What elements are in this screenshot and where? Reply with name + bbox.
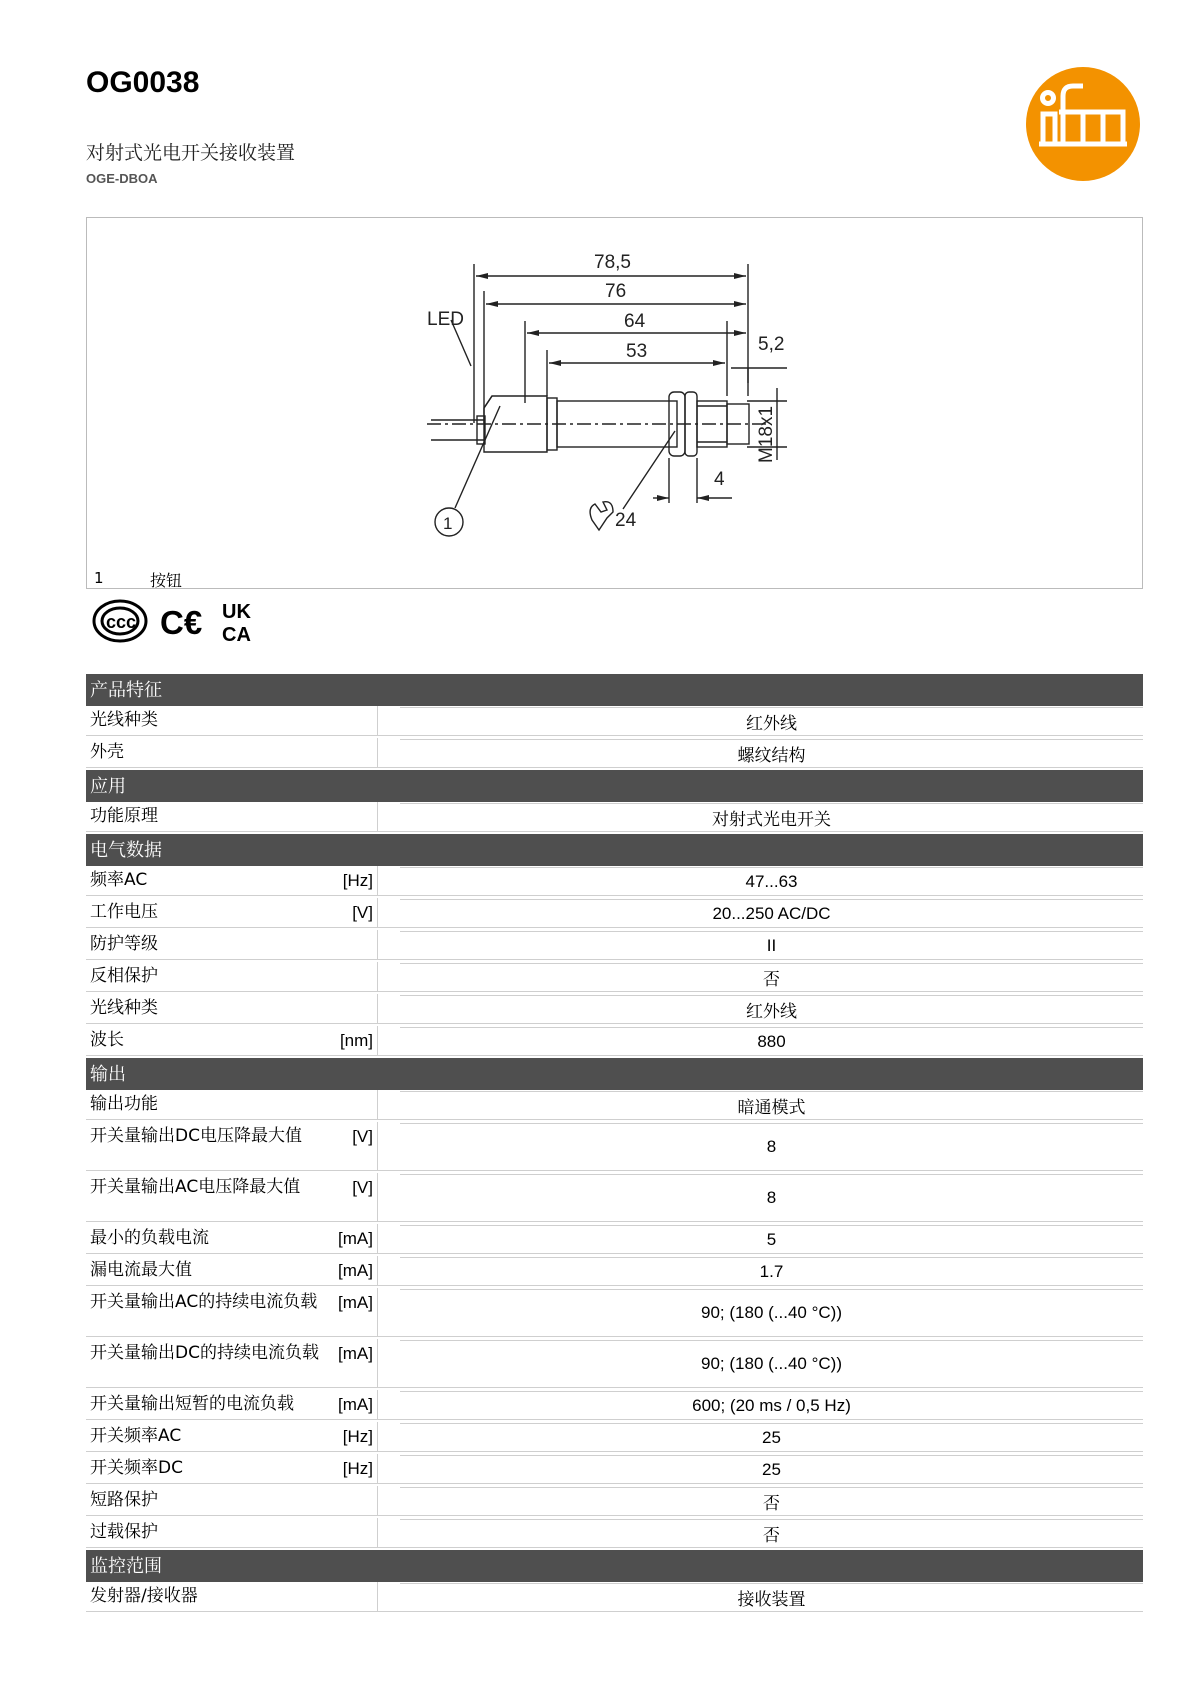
spec-row (86, 994, 1143, 1024)
spec-label-cell (86, 802, 378, 831)
spec-row (86, 706, 1143, 736)
spec-value: 25 (400, 1455, 1143, 1483)
spec-value: 20...250 AC/DC (400, 899, 1143, 927)
spec-label-cell (86, 1390, 378, 1419)
dim-76: 76 (605, 281, 627, 302)
spec-value: 25 (400, 1423, 1143, 1451)
spec-value: 600; (20 ms / 0,5 Hz) (400, 1391, 1143, 1419)
spec-unit: [mA] (338, 1293, 373, 1312)
spec-label-cell (86, 898, 378, 927)
section-header: 电气数据 (86, 834, 1143, 866)
spec-value: 8 (400, 1123, 1143, 1170)
spec-row (86, 1518, 1143, 1548)
spec-label: 波长 (90, 1030, 124, 1050)
spec-label-cell (86, 1422, 378, 1451)
callout-number: 1 (443, 514, 453, 533)
spec-label-cell (86, 1288, 378, 1336)
wrench-size-label: 24 (615, 510, 637, 531)
spec-label: 开关量输出DC电压降最大值 (90, 1126, 302, 1146)
section-header: 输出 (86, 1058, 1143, 1090)
dim-78-5: 78,5 (594, 252, 631, 273)
spec-row (86, 1454, 1143, 1484)
spec-value: 对射式光电开关 (400, 803, 1143, 831)
spec-label: 过载保护 (90, 1522, 158, 1542)
spec-label-cell (86, 1122, 378, 1170)
ccc-mark-icon (94, 601, 146, 641)
spec-label: 频率AC (90, 870, 148, 890)
spec-label: 发射器/接收器 (90, 1586, 198, 1606)
spec-unit: [nm] (339, 1031, 373, 1050)
spec-row (86, 802, 1143, 832)
spec-row (86, 1582, 1143, 1612)
legend-number: 1 (94, 569, 104, 587)
spec-label: 开关量输出DC的持续电流负载 (90, 1343, 319, 1363)
section-header: 产品特征 (86, 674, 1143, 706)
spec-label-cell (86, 1339, 378, 1387)
spec-value: 否 (400, 1487, 1143, 1515)
spec-unit: [mA] (338, 1229, 373, 1248)
spec-label: 输出功能 (90, 1094, 158, 1114)
spec-row (86, 1422, 1143, 1452)
spec-value: 红外线 (400, 707, 1143, 735)
spec-label: 开关频率DC (90, 1458, 183, 1478)
spec-label-cell (86, 962, 378, 991)
spec-row (86, 1486, 1143, 1516)
spec-label-cell (86, 1454, 378, 1483)
spec-unit: [mA] (338, 1344, 373, 1363)
spec-label-cell (86, 866, 378, 895)
spec-label: 防护等级 (90, 934, 158, 954)
spec-label: 短路保护 (90, 1490, 158, 1510)
spec-label: 光线种类 (90, 710, 158, 730)
spec-label-cell (86, 1256, 378, 1285)
dim-4: 4 (714, 469, 725, 490)
spec-label-cell (86, 930, 378, 959)
spec-label-cell (86, 1090, 378, 1119)
certification-marks (92, 597, 262, 645)
spec-unit: [V] (352, 1178, 373, 1197)
spec-row (86, 1173, 1143, 1222)
spec-unit: [Hz] (342, 1459, 373, 1478)
spec-unit: [Hz] (342, 871, 373, 890)
spec-row (86, 738, 1143, 768)
spec-row (86, 898, 1143, 928)
spec-row (86, 1026, 1143, 1056)
spec-row (86, 930, 1143, 960)
ukca-mark-icon (222, 601, 251, 645)
spec-unit: [Hz] (342, 1427, 373, 1446)
dim-5-2: 5,2 (758, 334, 785, 355)
spec-row (86, 1224, 1143, 1254)
spec-row (86, 1090, 1143, 1120)
spec-value: 1.7 (400, 1257, 1143, 1285)
spec-label: 漏电流最大值 (90, 1260, 192, 1280)
spec-value: 47...63 (400, 867, 1143, 895)
spec-unit: [V] (352, 903, 373, 922)
dim-64: 64 (624, 311, 646, 332)
spec-label: 开关量输出AC的持续电流负载 (90, 1292, 318, 1312)
specification-table (86, 674, 1143, 1614)
spec-value: 90; (180 (...40 °C)) (400, 1289, 1143, 1336)
spec-label-cell (86, 1173, 378, 1221)
spec-row (86, 1339, 1143, 1388)
spec-label: 功能原理 (90, 806, 158, 826)
spec-label: 开关量输出短暂的电流负载 (90, 1394, 294, 1414)
section-header: 监控范围 (86, 1550, 1143, 1582)
spec-value: 90; (180 (...40 °C)) (400, 1340, 1143, 1387)
spec-row (86, 1122, 1143, 1171)
svg-text:UK: UK (222, 601, 251, 623)
spec-label: 开关量输出AC电压降最大值 (90, 1177, 301, 1197)
spec-value: 螺纹结构 (400, 739, 1143, 767)
spec-value: 否 (400, 1519, 1143, 1547)
product-code: OGE-DBOA (86, 171, 158, 186)
spec-value: 880 (400, 1027, 1143, 1055)
led-label: LED (427, 309, 464, 330)
spec-row (86, 866, 1143, 896)
spec-label: 外壳 (90, 742, 124, 762)
spec-label-cell (86, 738, 378, 767)
spec-value: 8 (400, 1174, 1143, 1221)
spec-row (86, 962, 1143, 992)
spec-label: 最小的负载电流 (90, 1228, 209, 1248)
spec-label-cell (86, 1486, 378, 1515)
spec-value: 5 (400, 1225, 1143, 1253)
spec-label-cell (86, 994, 378, 1023)
legend-text: 按钮 (150, 571, 183, 590)
spec-row (86, 1288, 1143, 1337)
svg-text:CA: CA (222, 624, 251, 645)
spec-value: 接收装置 (400, 1583, 1143, 1611)
spec-row (86, 1256, 1143, 1286)
product-title: OG0038 (86, 66, 200, 99)
dim-53: 53 (626, 341, 648, 362)
spec-value: 暗通模式 (400, 1091, 1143, 1119)
spec-label: 反相保护 (90, 966, 158, 986)
spec-label-cell (86, 706, 378, 735)
dimension-drawing-panel (86, 217, 1143, 589)
spec-value: 否 (400, 963, 1143, 991)
spec-label-cell (86, 1026, 378, 1055)
spec-unit: [mA] (338, 1261, 373, 1280)
ce-mark-icon (160, 604, 202, 641)
spec-label-cell (86, 1224, 378, 1253)
spec-label-cell (86, 1518, 378, 1547)
spec-label: 工作电压 (90, 902, 158, 922)
spec-label: 光线种类 (90, 998, 158, 1018)
spec-value: 红外线 (400, 995, 1143, 1023)
product-description: 对射式光电开关接收装置 (86, 142, 296, 164)
svg-text:C€: C€ (160, 604, 203, 641)
spec-value: II (400, 931, 1143, 959)
spec-unit: [V] (352, 1127, 373, 1146)
svg-text:ccc: ccc (106, 612, 137, 632)
spec-label: 开关频率AC (90, 1426, 182, 1446)
spec-unit: [mA] (338, 1395, 373, 1414)
dimension-drawing (87, 218, 1142, 588)
section-header: 应用 (86, 770, 1143, 802)
ifm-logo (1025, 66, 1141, 182)
spec-label-cell (86, 1582, 378, 1611)
spec-row (86, 1390, 1143, 1420)
thread-label: M18x1 (756, 405, 777, 463)
